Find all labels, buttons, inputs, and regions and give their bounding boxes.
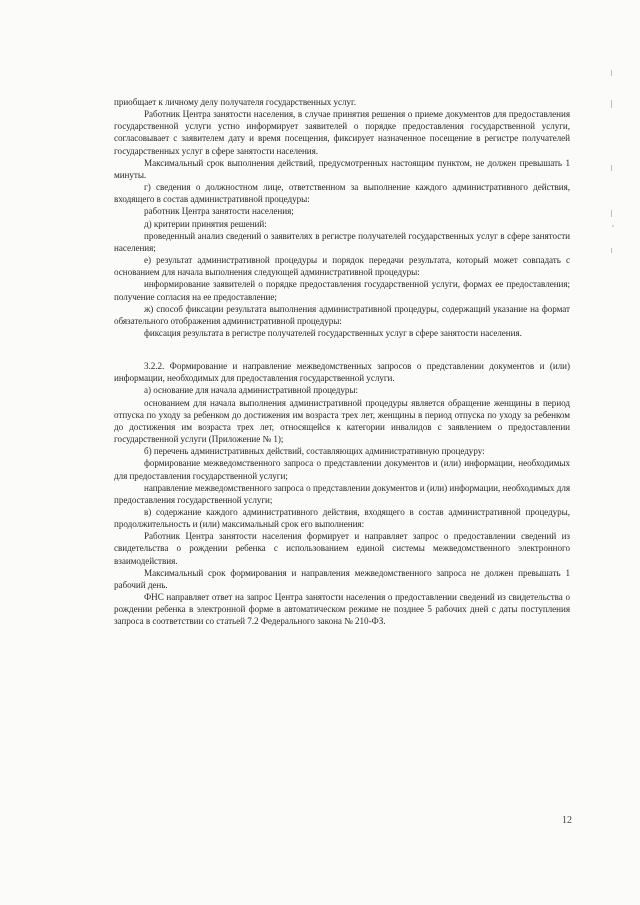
paragraph: в) содержание каждого административного действия, входящего в состав административной процедуры, продолжительность и (или) максимальный срок его выполнения: <box>114 507 570 530</box>
section-spacer <box>114 339 570 360</box>
section-heading: 3.2.2. Формирование и направление межведомственных запросов о представлении документов и (или) информации, необходимых для предоставления государственной услуги. <box>114 361 570 384</box>
paragraph: фиксация результата в регистре получателей государственных услуг в сфере занятости населения. <box>144 327 522 338</box>
page-number: 12 <box>562 815 572 826</box>
paragraph: ж) способ фиксации результата выполнения административной процедуры, содержащий указание на формат обязательного отображения административной процедуры: <box>114 303 570 326</box>
paragraph: Работник Центра занятости населения, в случае принятия решения о приеме документов для предоставления государственной услуги устно информирует заявителей о порядке предоставления государственной услуги, согласовывает с заявителем дату и время посещения, фиксирует назначенное посещение в регистре получателей государственных услуг в сфере занятости населения. <box>114 109 570 156</box>
paragraph: формирование межведомственного запроса о представлении документов и (или) информации, необходимых для предоставления государственной услуги; <box>114 458 570 481</box>
paragraph: основанием для начала выполнения административной процедуры является обращение женщины в период отпуска по уходу за ребенком до достижения им возраста трех лет, женщины в период отпуска по уходу за ребенком до достижения им возраста трех лет, относящейся к категории инвалидов с заявлением о предоставлении государственной услуги (Приложение № 1); <box>114 397 570 445</box>
paragraph: Работник Центра занятости населения формирует и направляет запрос о предоставлении сведений из свидетельства о рождении ребенка с использованием единой системы межведомственного электронного взаимодействия. <box>114 531 570 566</box>
scan-speck <box>612 225 614 227</box>
document-body <box>114 96 570 628</box>
paragraph: а) основание для начала административной процедуры: <box>144 385 358 396</box>
paragraph: Максимальный срок формирования и направления межведомственного запроса не должен превышать 1 рабочий день. <box>114 567 570 590</box>
paragraph: направление межведомственного запроса о представлении документов и (или) информации, необходимых для предоставления государственной услуги; <box>114 482 570 505</box>
paragraph: г) сведения о должностном лице, ответственном за выполнение каждого административного действия, входящего в состав административной процедуры: <box>114 182 570 205</box>
paragraph: ФНС направляет ответ на запрос Центра занятости населения о предоставлении сведений из свидетельства о рождении ребенка в электронной форме в автоматическом режиме не позднее 5 рабочих дней с даты поступления запроса в соответствии со статьей 7.2 Федерального закона № 210-ФЗ. <box>114 592 570 627</box>
paragraph: работник Центра занятости населения; <box>144 206 294 217</box>
paragraph: приобщает к личному делу получателя государственных услуг. <box>114 97 356 107</box>
paragraph: е) результат административной процедуры и порядок передачи результата, который может совпадать с основанием для начала выполнения следующей административной процедуры: <box>114 255 570 278</box>
paragraph: д) критерии принятия решений: <box>144 218 267 229</box>
paragraph: б) перечень административных действий, составляющих административную процедуру: <box>144 446 485 457</box>
paragraph: Максимальный срок выполнения действий, предусмотренных настоящим пунктом, не должен превышать 1 минуты. <box>114 157 570 180</box>
paragraph: информирование заявителей о порядке предоставления государственной услуги, формах ее предоставления; получение согласия на ее предоставление; <box>114 279 570 302</box>
paragraph: проведенный анализ сведений о заявителях в регистре получателей государственных услуг в сфере занятости населения; <box>114 230 570 253</box>
margin-scan-marks <box>609 70 615 255</box>
